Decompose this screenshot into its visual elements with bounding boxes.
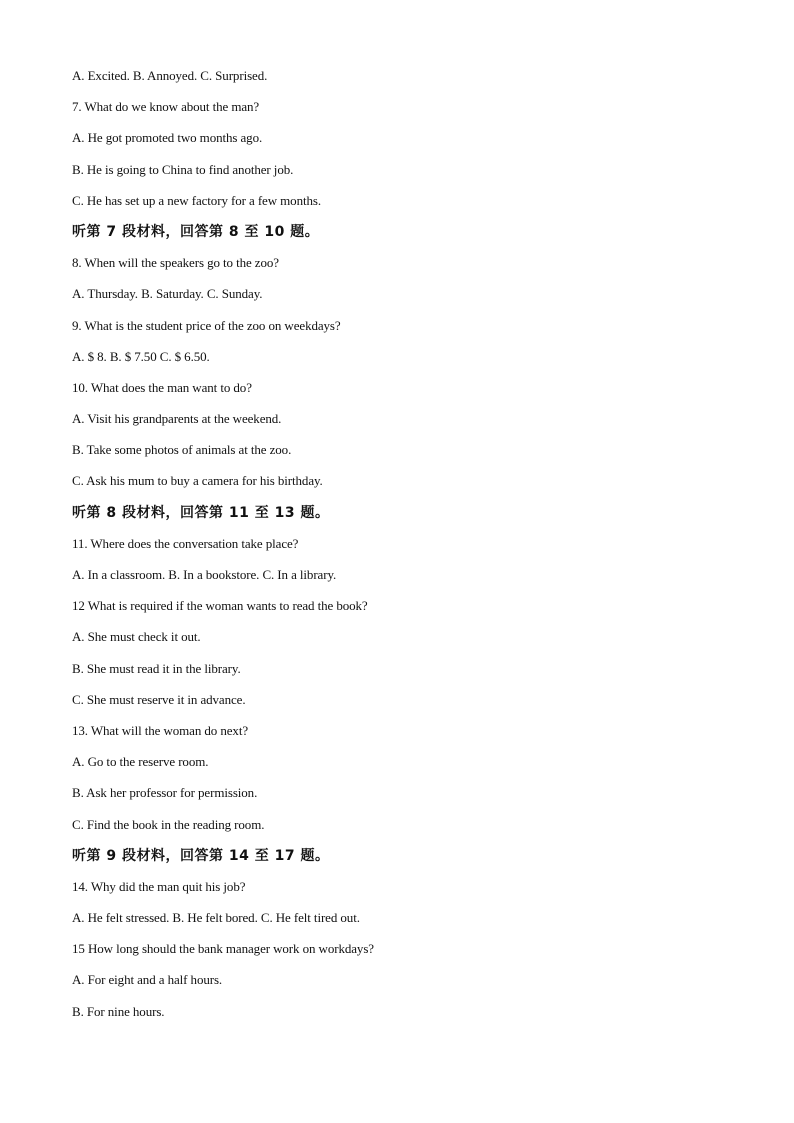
question-12-option-a: A. She must check it out.	[72, 629, 201, 645]
question-10: 10. What does the man want to do?	[72, 379, 252, 395]
question-15: 15 How long should the bank manager work on workdays?	[72, 941, 374, 957]
question-8-options: A. Thursday. B. Saturday. C. Sunday.	[72, 286, 263, 302]
question-12-option-c: C. She must reserve it in advance.	[72, 691, 246, 707]
question-10-option-a: A. Visit his grandparents at the weekend.	[72, 411, 282, 427]
document-page	[72, 66, 732, 1033]
question-15-option-a: A. For eight and a half hours.	[72, 972, 223, 988]
question-9: 9. What is the student price of the zoo on weekdays?	[72, 317, 341, 333]
question-10-option-b: B. Take some photos of animals at the zoo.	[72, 442, 292, 458]
question-13-option-c: C. Find the book in the reading room.	[72, 816, 265, 832]
question-9-options: A. $ 8. B. $ 7.50 C. $ 6.50.	[72, 348, 210, 364]
question-11-options: A. In a classroom. B. In a bookstore. C. In a library.	[72, 567, 337, 582]
section-heading-9: 听第 9 段材料，回答第 14 至 17 题。	[72, 847, 330, 864]
question-7: 7. What do we know about the man?	[72, 99, 260, 115]
question-13-option-a: A. Go to the reserve room.	[72, 754, 209, 770]
question-7-option-a: A. He got promoted two months ago.	[72, 130, 263, 146]
question-14-options: A. He felt stressed. B. He felt bored. C. He felt tired out.	[72, 910, 360, 926]
question-12-option-b: B. She must read it in the library.	[72, 660, 241, 676]
section-heading-8: 听第 8 段材料，回答第 11 至 13 题。	[72, 504, 330, 521]
question-15-option-b: B. For nine hours.	[72, 1003, 165, 1019]
question-7-option-b: B. He is going to China to find another job.	[72, 161, 294, 177]
question-7-option-c: C. He has set up a new factory for a few months.	[72, 192, 321, 208]
question-8: 8. When will the speakers go to the zoo?	[72, 255, 279, 271]
answer-options-6: A. Excited. B. Annoyed. C. Surprised.	[72, 68, 268, 83]
question-11: 11. Where does the conversation take place?	[72, 535, 299, 551]
question-12: 12 What is required if the woman wants to read the book?	[72, 598, 368, 614]
question-13: 13. What will the woman do next?	[72, 722, 248, 738]
question-10-option-c: C. Ask his mum to buy a camera for his birthday.	[72, 473, 323, 489]
section-heading-7: 听第 7 段材料，回答第 8 至 10 题。	[72, 223, 320, 240]
question-13-option-b: B. Ask her professor for permission.	[72, 785, 258, 801]
question-14: 14. Why did the man quit his job?	[72, 878, 246, 894]
